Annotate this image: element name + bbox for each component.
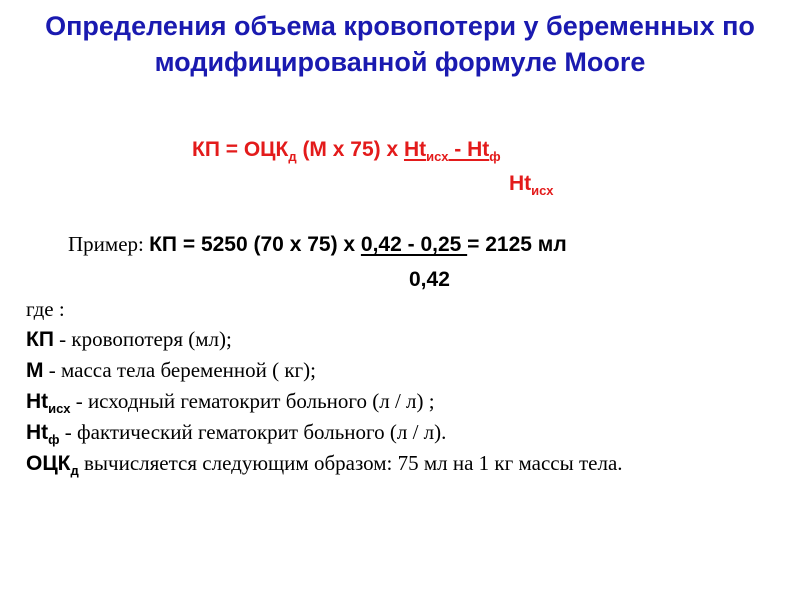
formula-num-a: Ht (403, 138, 427, 161)
legend-ock (26, 448, 766, 479)
legend-m (26, 355, 766, 386)
example-denominator: 0,42 (409, 268, 450, 291)
example-expr: КП = 5250 (70 х 75) х (149, 233, 361, 256)
legend-where: где : (26, 297, 65, 321)
formula-middle: (М х 75) х (296, 138, 404, 161)
example-label: Пример: (68, 232, 150, 256)
legend-kp-desc: - кровопотеря (мл); (53, 327, 232, 351)
moore-formula (192, 138, 501, 162)
formula-numerator (403, 138, 501, 164)
legend-htisx-term: Ht (26, 390, 49, 413)
legend-htisx-desc: - исходный гематокрит больного (л / л) ; (70, 389, 435, 413)
legend-m-desc: - масса тела беременной ( кг); (43, 358, 316, 382)
legend-htf-sub: ф (48, 432, 60, 447)
legend-htf (26, 417, 766, 448)
legend-ock-sub: д (70, 463, 79, 478)
formula-num-minus: - Ht (448, 138, 490, 161)
legend-ock-term: ОЦК (26, 452, 71, 475)
formula-lhs-sub: д (288, 149, 297, 164)
legend-htisx (26, 386, 766, 417)
example-line (68, 232, 567, 257)
legend-htf-desc: - фактический гематокрит больного (л / л). (59, 420, 447, 444)
legend-htf-term: Ht (26, 421, 49, 444)
legend-kp-term: КП (26, 328, 54, 351)
formula-num-b-sub: ф (489, 149, 501, 164)
formula-den: Ht (509, 172, 532, 195)
formula-denominator (509, 172, 553, 196)
formula-lhs: КП = ОЦК (192, 138, 289, 161)
legend-htisx-sub: исх (48, 401, 71, 416)
formula-num-a-sub: исх (426, 149, 449, 164)
legend-m-term: М (26, 359, 44, 382)
legend-kp (26, 324, 766, 355)
example-numerator: 0,42 - 0,25 (360, 233, 468, 256)
legend-ock-desc: вычисляется следующим образом: 75 мл на 1 кг массы тела. (78, 451, 623, 475)
formula-den-sub: исх (531, 183, 554, 198)
legend (26, 294, 766, 479)
page-title: Определения объема кровопотери у беременных по модифицированной формуле Moore (45, 11, 755, 77)
example-result: = 2125 мл (467, 233, 567, 256)
